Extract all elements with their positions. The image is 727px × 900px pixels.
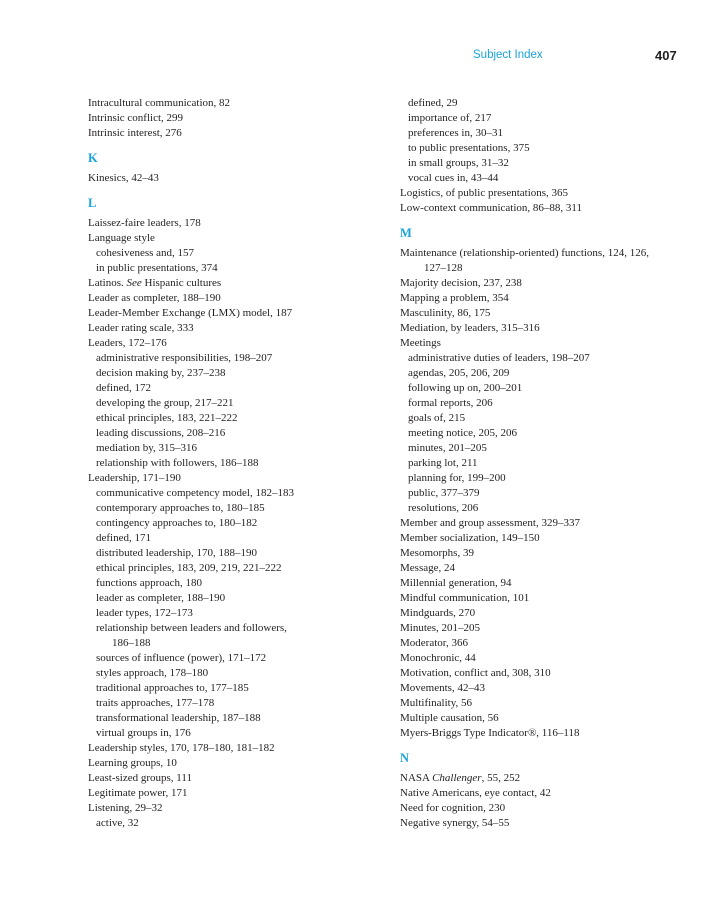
index-entry: Intrinsic conflict, 299 — [88, 112, 184, 124]
index-subentry: public, 377–379 — [408, 487, 480, 499]
index-entry: Monochronic, 44 — [400, 652, 476, 664]
index-column-right — [400, 96, 690, 831]
index-entry-continuation: 127–128 — [424, 262, 463, 274]
index-column-left — [88, 96, 378, 831]
index-letter-heading: L — [88, 196, 97, 210]
index-entry: Multiple causation, 56 — [400, 712, 499, 724]
index-subentry: in small groups, 31–32 — [408, 157, 509, 169]
index-entry: Millennial generation, 94 — [400, 577, 512, 589]
index-entry: Listening, 29–32 — [88, 802, 163, 814]
index-entry: Mindful communication, 101 — [400, 592, 530, 604]
index-subentry: defined, 172 — [96, 382, 151, 394]
section-title: Subject Index — [473, 49, 543, 61]
index-entry: Leader rating scale, 333 — [88, 322, 194, 334]
index-entry: Kinesics, 42–43 — [88, 172, 159, 184]
index-entry: Leader-Member Exchange (LMX) model, 187 — [88, 307, 293, 319]
index-subentry: transformational leadership, 187–188 — [96, 712, 261, 724]
index-subentry: defined, 29 — [408, 97, 458, 109]
index-entry: Native Americans, eye contact, 42 — [400, 787, 551, 799]
index-entry: Laissez-faire leaders, 178 — [88, 217, 201, 229]
index-subentry: traits approaches, 177–178 — [96, 697, 215, 709]
index-entry: Language style — [88, 232, 155, 244]
index-subentry: sources of influence (power), 171–172 — [96, 652, 267, 664]
index-entry: Mindguards, 270 — [400, 607, 476, 619]
index-subentry: active, 32 — [96, 817, 139, 829]
index-subentry: traditional approaches to, 177–185 — [96, 682, 249, 694]
index-entry: Masculinity, 86, 175 — [400, 307, 491, 319]
index-subentry: agendas, 205, 206, 209 — [408, 367, 510, 379]
index-entry: Mediation, by leaders, 315–316 — [400, 322, 540, 334]
index-subentry: distributed leadership, 170, 188–190 — [96, 547, 258, 559]
index-entry: Intrinsic interest, 276 — [88, 127, 182, 139]
running-head — [0, 48, 727, 68]
index-entry: Motivation, conflict and, 308, 310 — [400, 667, 551, 679]
index-entry: Mapping a problem, 354 — [400, 292, 509, 304]
index-subentry: decision making by, 237–238 — [96, 367, 226, 379]
index-entry: Minutes, 201–205 — [400, 622, 481, 634]
index-subentry: parking lot, 211 — [408, 457, 478, 469]
index-subentry: mediation by, 315–316 — [96, 442, 198, 454]
index-subentry: leader as completer, 188–190 — [96, 592, 226, 604]
index-subentry: administrative duties of leaders, 198–207 — [408, 352, 590, 364]
index-entry: Latinos. See Hispanic cultures — [88, 277, 222, 289]
index-subentry: relationship between leaders and followers, — [96, 622, 287, 634]
index-entry: Legitimate power, 171 — [88, 787, 188, 799]
index-entry: Logistics, of public presentations, 365 — [400, 187, 569, 199]
index-entry: Low-context communication, 86–88, 311 — [400, 202, 582, 214]
index-entry: Moderator, 366 — [400, 637, 468, 649]
index-entry: Leadership, 171–190 — [88, 472, 181, 484]
index-subentry: importance of, 217 — [408, 112, 492, 124]
index-entry: NASA Challenger, 55, 252 — [400, 772, 521, 784]
index-entry: Negative synergy, 54–55 — [400, 817, 510, 829]
index-entry: Mesomorphs, 39 — [400, 547, 474, 559]
index-subentry: styles approach, 178–180 — [96, 667, 209, 679]
index-entry: Intracultural communication, 82 — [88, 97, 231, 109]
index-subentry: leader types, 172–173 — [96, 607, 193, 619]
index-subentry: relationship with followers, 186–188 — [96, 457, 259, 469]
index-subentry: minutes, 201–205 — [408, 442, 487, 454]
index-entry: Need for cognition, 230 — [400, 802, 506, 814]
index-letter-heading: K — [88, 151, 98, 165]
index-entry: Message, 24 — [400, 562, 455, 574]
index-entry: Leadership styles, 170, 178–180, 181–182 — [88, 742, 275, 754]
index-subentry: developing the group, 217–221 — [96, 397, 234, 409]
index-entry: Member and group assessment, 329–337 — [400, 517, 580, 529]
index-subentry: ethical principles, 183, 209, 219, 221–222 — [96, 562, 282, 574]
index-entry: Majority decision, 237, 238 — [400, 277, 522, 289]
index-entry: Myers-Briggs Type Indicator®, 116–118 — [400, 727, 580, 739]
index-subentry: contingency approaches to, 180–182 — [96, 517, 258, 529]
index-subentry: formal reports, 206 — [408, 397, 493, 409]
page-number: 407 — [655, 48, 677, 63]
index-subentry: planning for, 199–200 — [408, 472, 506, 484]
index-subentry: following up on, 200–201 — [408, 382, 523, 394]
index-subentry: functions approach, 180 — [96, 577, 202, 589]
index-entry-continuation: 186–188 — [112, 637, 151, 649]
index-subentry: defined, 171 — [96, 532, 151, 544]
index-subentry: administrative responsibilities, 198–207 — [96, 352, 273, 364]
index-letter-heading: N — [400, 751, 410, 765]
index-subentry: goals of, 215 — [408, 412, 466, 424]
index-subentry: leading discussions, 208–216 — [96, 427, 226, 439]
index-entry: Least-sized groups, 111 — [88, 772, 192, 784]
index-subentry: in public presentations, 374 — [96, 262, 218, 274]
index-subentry: vocal cues in, 43–44 — [408, 172, 499, 184]
index-entry: Maintenance (relationship-oriented) functions, 124, 126, — [400, 247, 649, 259]
index-entry: Learning groups, 10 — [88, 757, 177, 769]
index-entry: Multifinality, 56 — [400, 697, 473, 709]
index-subentry: virtual groups in, 176 — [96, 727, 191, 739]
index-entry: Leader as completer, 188–190 — [88, 292, 221, 304]
index-entry: Movements, 42–43 — [400, 682, 485, 694]
index-entry: Leaders, 172–176 — [88, 337, 167, 349]
index-letter-heading: M — [400, 226, 412, 240]
index-entry: Meetings — [400, 337, 441, 349]
index-subentry: preferences in, 30–31 — [408, 127, 503, 139]
index-subentry: to public presentations, 375 — [408, 142, 530, 154]
index-subentry: contemporary approaches to, 180–185 — [96, 502, 265, 514]
index-subentry: resolutions, 206 — [408, 502, 479, 514]
index-entry: Member socialization, 149–150 — [400, 532, 540, 544]
index-subentry: cohesiveness and, 157 — [96, 247, 195, 259]
index-subentry: meeting notice, 205, 206 — [408, 427, 518, 439]
index-subentry: ethical principles, 183, 221–222 — [96, 412, 238, 424]
index-subentry: communicative competency model, 182–183 — [96, 487, 294, 499]
